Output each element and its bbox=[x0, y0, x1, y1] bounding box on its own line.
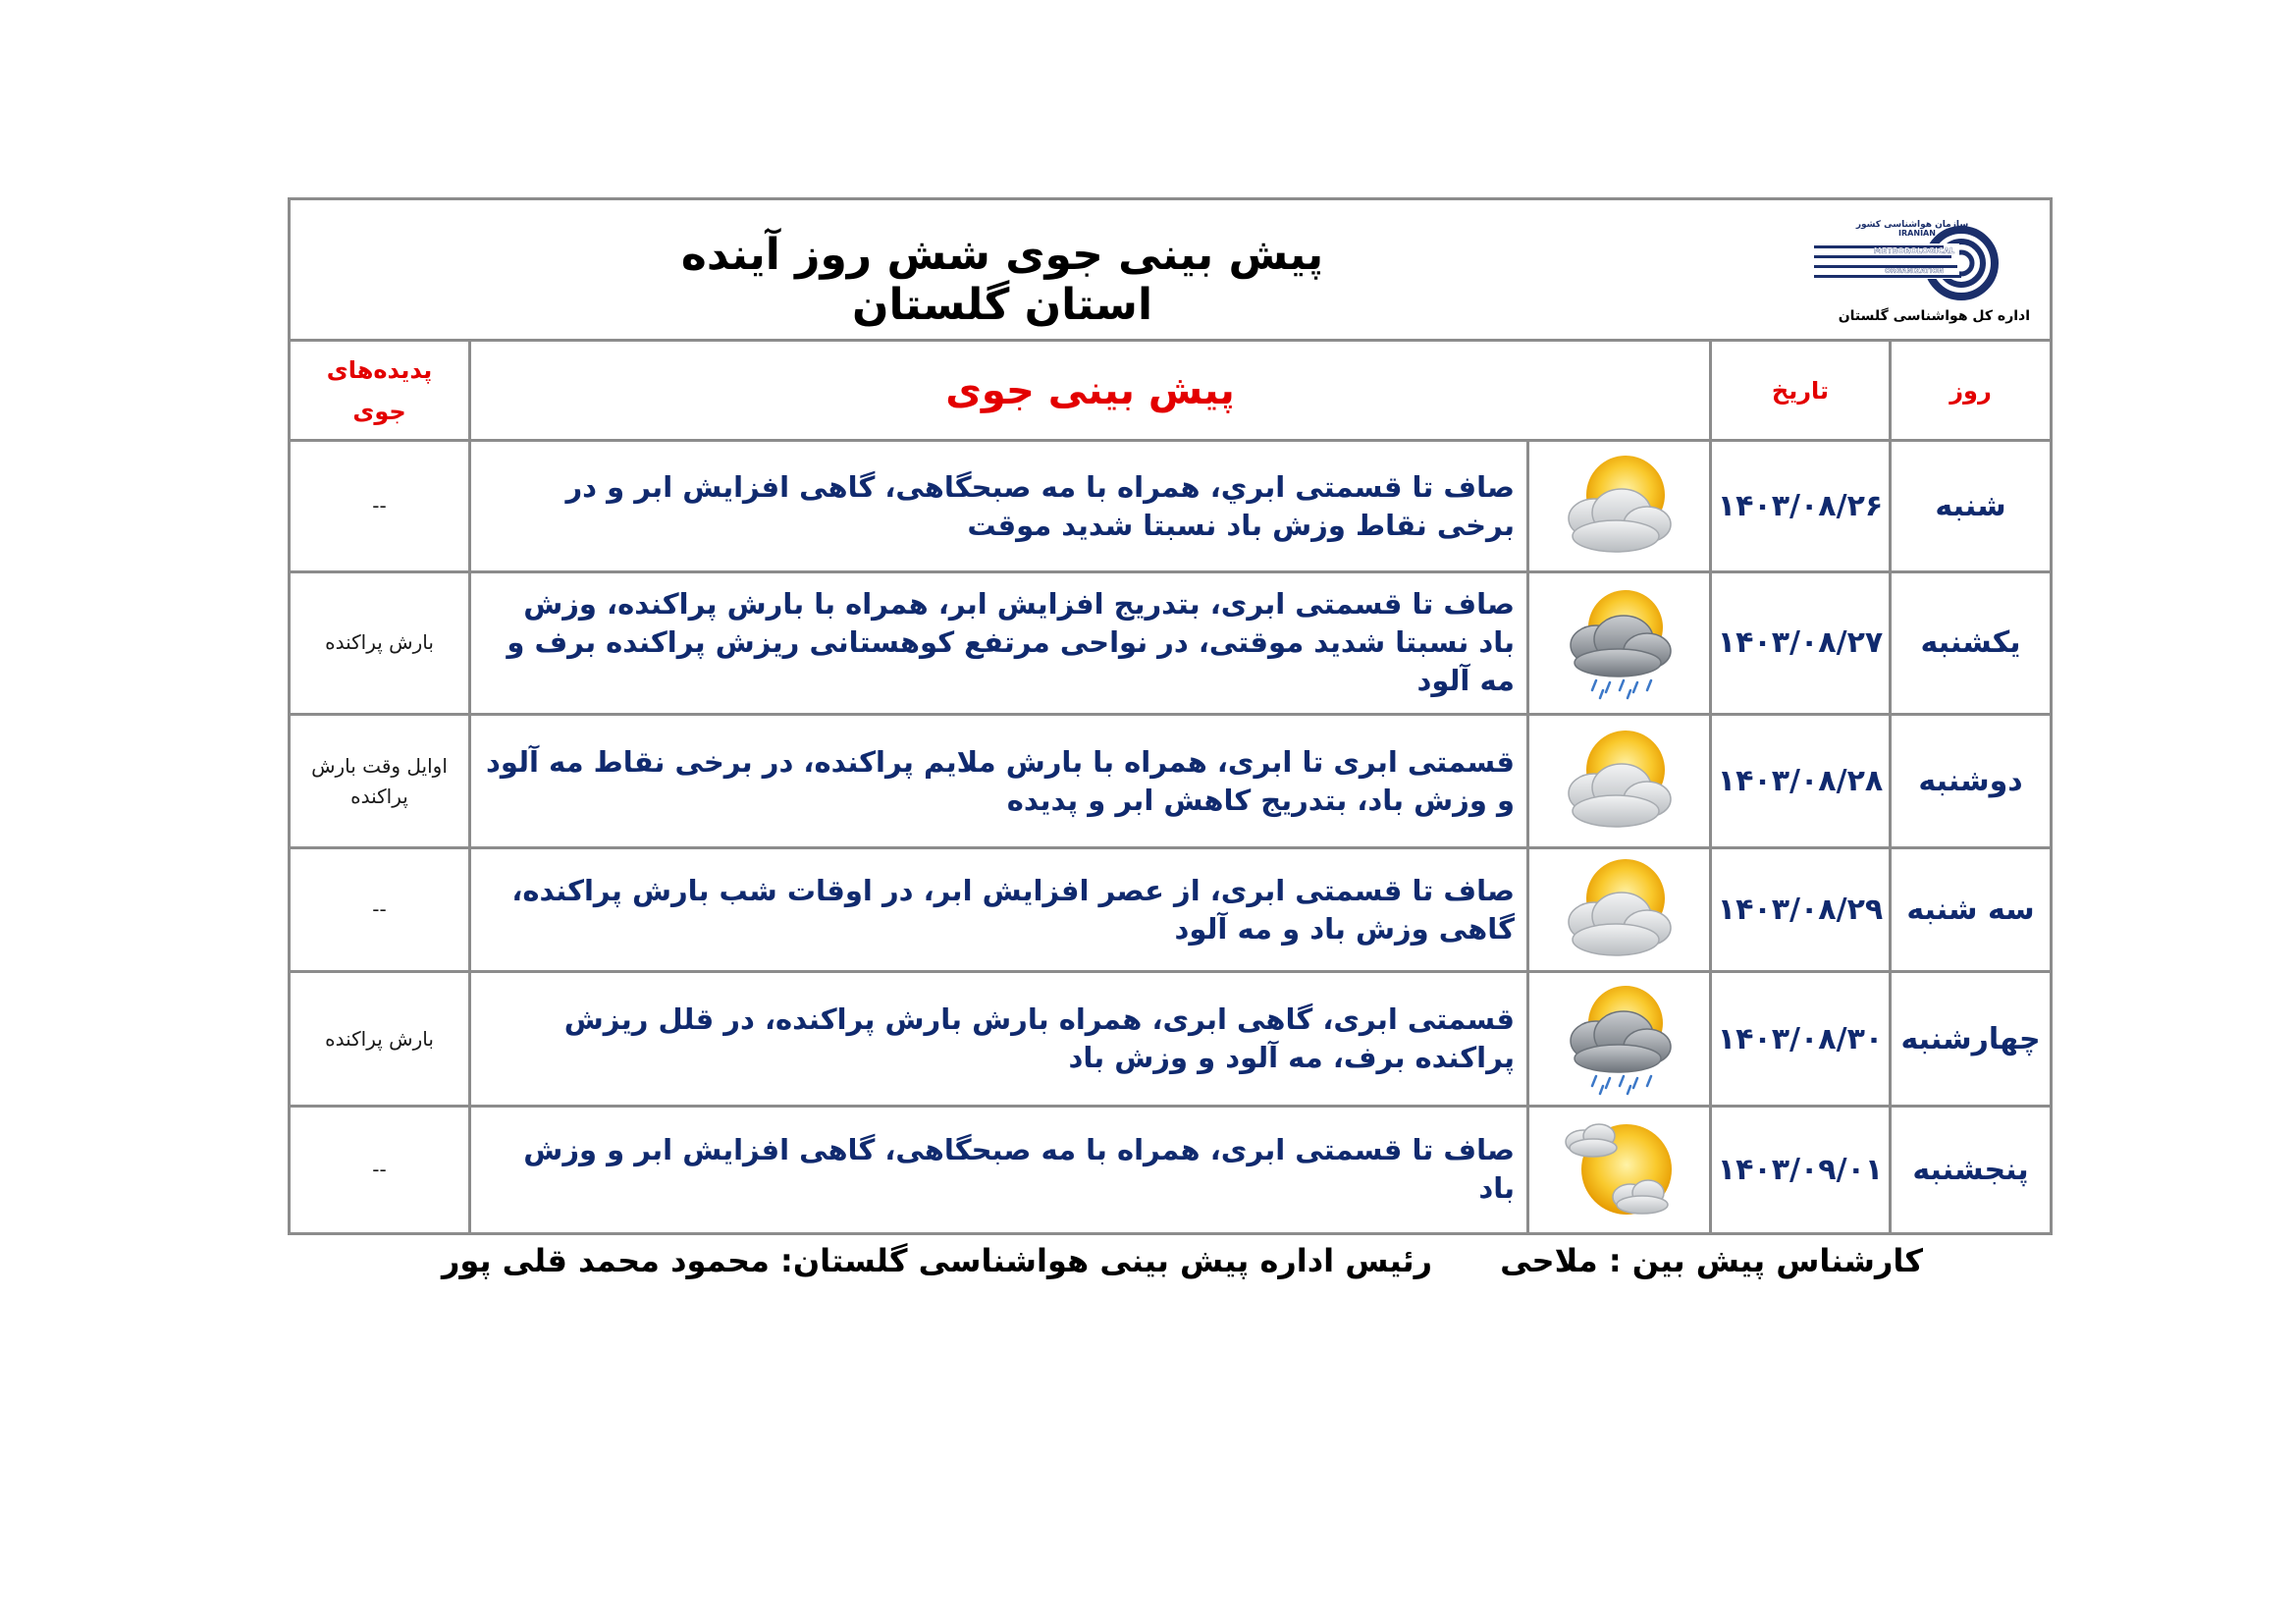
sun-small-clouds-icon bbox=[1556, 1112, 1683, 1226]
partly-cloudy-sun-icon bbox=[1561, 725, 1679, 839]
phenomena-cell: -- bbox=[290, 441, 470, 571]
day-cell: پنجشنبه bbox=[1891, 1106, 2052, 1233]
weather-icon-cell bbox=[1528, 714, 1711, 847]
table-row bbox=[290, 441, 2052, 571]
logo-name-line1: IRANIAN bbox=[1898, 229, 1936, 238]
logo-persian-name: سازمان هواشناسی کشور bbox=[1855, 220, 1969, 230]
page-title: پیش بینی جوی شش روز آینده استان گلستان bbox=[680, 230, 1324, 330]
date-cell: ۱۴۰۳/۰۹/۰۱ bbox=[1711, 1106, 1891, 1233]
description-cell: صاف تا قسمتی ابری، از عصر افزایش ابر، در اوقات شب بارش پراکنده، گاهی وزش باد و مه آلود bbox=[470, 848, 1528, 972]
table-row bbox=[290, 972, 2052, 1106]
phenomena-cell: -- bbox=[290, 1106, 470, 1233]
table-row bbox=[290, 714, 2052, 847]
day-cell: شنبه bbox=[1891, 441, 2052, 571]
table-row bbox=[290, 1106, 2052, 1233]
day-cell: چهارشنبه bbox=[1891, 972, 2052, 1106]
phenomena-header-line1: پدیده‌های bbox=[326, 355, 433, 384]
weather-icon-cell bbox=[1528, 571, 1711, 714]
description-cell: صاف تا قسمتی ابری، بتدریج افزایش ابر، همراه با بارش پراکنده، وزش باد نسبتا شدید موقتی، در نواحی مرتفع کوهستانی ریزش پراکنده برف و مه آلود bbox=[470, 571, 1528, 714]
column-header-day: روز bbox=[1891, 341, 2052, 441]
partly-cloudy-sun-icon bbox=[1561, 450, 1679, 564]
partly-cloudy-sun-icon bbox=[1561, 853, 1679, 967]
department-name: اداره کل هواشناسی گلستان bbox=[1838, 308, 2031, 324]
forecaster-signature: کارشناس پیش بین : ملاحی bbox=[1500, 1242, 1923, 1279]
meteorological-organization-logo-icon bbox=[1794, 214, 2030, 304]
date-cell: ۱۴۰۳/۰۸/۲۹ bbox=[1711, 848, 1891, 972]
forecast-table bbox=[288, 197, 2053, 1235]
column-header-phenomena bbox=[290, 341, 470, 441]
rain-cloud-sun-icon bbox=[1561, 980, 1679, 1098]
phenomena-cell: -- bbox=[290, 848, 470, 972]
phenomena-header-line2: جوی bbox=[352, 397, 406, 425]
description-cell: قسمتی ابری، گاهی ابری، همراه بارش بارش پراکنده، در قلل ریزش پراکنده برف، مه آلود و وزش باد bbox=[470, 972, 1528, 1106]
description-cell: صاف تا قسمتی ابري، همراه با مه صبحگاهی، گاهی افزایش ابر و در برخی نقاط وزش باد نسبتا شدید موقت bbox=[470, 441, 1528, 571]
weather-icon-cell bbox=[1528, 972, 1711, 1106]
weather-icon-cell bbox=[1528, 1106, 1711, 1233]
column-header-date: تاریخ bbox=[1711, 341, 1891, 441]
weather-icon-cell bbox=[1528, 441, 1711, 571]
date-cell: ۱۴۰۳/۰۸/۲۷ bbox=[1711, 571, 1891, 714]
title-row bbox=[290, 199, 2052, 341]
logo-name-line3: ORGANIZATION bbox=[1884, 267, 1945, 275]
date-cell: ۱۴۰۳/۰۸/۳۰ bbox=[1711, 972, 1891, 1106]
day-cell: دوشنبه bbox=[1891, 714, 2052, 847]
column-header-forecast: پیش بینی جوی bbox=[470, 341, 1711, 441]
phenomena-cell: اوایل وقت بارش پراکنده bbox=[290, 714, 470, 847]
description-cell: قسمتی ابری تا ابری، همراه با بارش ملایم پراکنده، در برخی نقاط مه آلود و وزش باد، بتدریج کاهش ابر و پدیده bbox=[470, 714, 1528, 847]
organization-logo bbox=[1794, 214, 2030, 328]
day-cell: یکشنبه bbox=[1891, 571, 2052, 714]
chief-signature: رئیس اداره پیش بینی هواشناسی گلستان: محمود محمد قلی پور bbox=[441, 1242, 1432, 1279]
phenomena-cell: بارش پراکنده bbox=[290, 972, 470, 1106]
weather-icon-cell bbox=[1528, 848, 1711, 972]
day-cell: سه شنبه bbox=[1891, 848, 2052, 972]
rain-cloud-sun-icon bbox=[1561, 584, 1679, 702]
table-row bbox=[290, 848, 2052, 972]
phenomena-cell: بارش پراکنده bbox=[290, 571, 470, 714]
logo-name-line2: METEOROLOGICAL bbox=[1873, 246, 1955, 255]
date-cell: ۱۴۰۳/۰۸/۲۶ bbox=[1711, 441, 1891, 571]
table-row bbox=[290, 571, 2052, 714]
date-cell: ۱۴۰۳/۰۸/۲۸ bbox=[1711, 714, 1891, 847]
description-cell: صاف تا قسمتی ابری، همراه با مه صبحگاهی، گاهی افزایش ابر و وزش باد bbox=[470, 1106, 1528, 1233]
